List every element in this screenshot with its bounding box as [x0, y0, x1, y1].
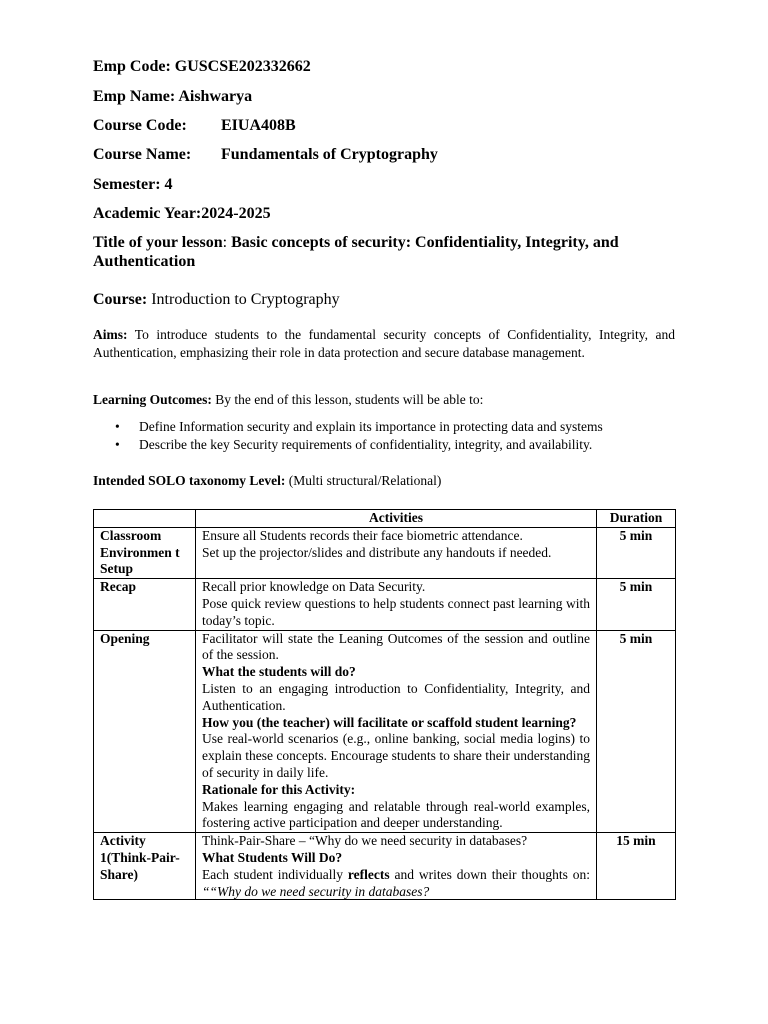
activities-table: [93, 509, 676, 900]
course-code-value: EIUA408B: [221, 117, 296, 134]
bullet-icon: •: [115, 419, 120, 434]
outcome-text: Describe the key Security requirements of confidentiality, integrity, and availability.: [139, 437, 593, 452]
duration-cell: 5 min: [597, 630, 676, 833]
activities-cell: [196, 579, 597, 630]
activity-cell-content: [202, 833, 590, 899]
duration-cell: 15 min: [597, 833, 676, 900]
learning-outcomes: [93, 391, 675, 409]
learning-outcomes-list: [93, 418, 675, 454]
duration-cell: 5 min: [597, 527, 676, 578]
course-name-line: [93, 146, 593, 164]
phase-cell: Activity 1(Think-Pair-Share): [94, 833, 196, 900]
duration-cell: 5 min: [597, 579, 676, 630]
course-code-label: Course Code:: [93, 117, 187, 134]
course-name-label: Course Name:: [93, 146, 192, 163]
course-value: Introduction to Cryptography: [147, 291, 340, 308]
lesson-title-text: Basic concepts of security: Confidentiality, Integrity, and Authentication: [93, 234, 619, 270]
phase-cell: Classroom Environmen t Setup: [94, 527, 196, 578]
activities-cell: [196, 527, 597, 578]
header-phase: [94, 510, 196, 528]
lesson-title-colon: :: [222, 234, 232, 251]
activity-line: Recall prior knowledge on Data Security.: [202, 579, 426, 595]
outcome-text: Define Information security and explain its importance in protecting data and systems: [139, 419, 603, 434]
activity-line: Set up the projector/slides and distribute any handouts if needed.: [202, 544, 552, 560]
activity-line: [202, 867, 590, 899]
activity-subheading: What Students Will Do?: [202, 849, 343, 865]
activity-subheading: What the students will do?: [202, 664, 356, 680]
solo-label: Intended SOLO taxonomy Level:: [93, 473, 286, 488]
activity-line: Think-Pair-Share – “Why do we need security in databases?: [202, 833, 528, 849]
header-duration: Duration: [597, 510, 676, 528]
activity-line: Pose quick review questions to help students connect past learning with today’s topic.: [202, 595, 590, 628]
activity-line: Listen to an engaging introduction to Confidentiality, Integrity, and Authentication.: [202, 680, 590, 713]
phase-cell: Opening: [94, 630, 196, 833]
activity-text: Each student individually: [202, 866, 348, 882]
activity-emphasis: reflects: [347, 866, 390, 882]
activity-quote: ““Why do we need security in databases?: [202, 883, 430, 899]
lesson-title-label: Title of your lesson: [93, 234, 223, 251]
activity-line: Makes learning engaging and relatable through real-world examples, fostering active participation and deeper understanding.: [202, 798, 590, 831]
activity-line: Facilitator will state the Leaning Outcomes of the session and outline of the session.: [202, 630, 590, 663]
learning-outcomes-label: Learning Outcomes:: [93, 392, 212, 407]
aims-text: To introduce students to the fundamental security concepts of Confidentiality, Integrity, and Authentication, emphasizing their role in data protection and secure database management.: [93, 327, 675, 360]
aims-label: Aims:: [93, 327, 128, 342]
aims: [93, 326, 675, 362]
solo-value: (Multi structural/Relational): [285, 473, 442, 488]
learning-outcomes-text: By the end of this lesson, students will be able to:: [211, 392, 484, 407]
table-row: [94, 527, 676, 578]
academic-year: Academic Year:2024-2025: [93, 205, 271, 222]
list-item: [93, 436, 675, 454]
activity-line: Use real-world scenarios (e.g., online banking, social media logins) to explain these concepts. Encourage students to share their understanding of security in daily life.: [202, 731, 590, 780]
table-row: [94, 579, 676, 630]
bullet-icon: •: [115, 437, 120, 452]
activities-cell: [196, 833, 597, 900]
emp-code: Emp Code: GUSCSE202332662: [93, 58, 311, 75]
phase-cell: Recap: [94, 579, 196, 630]
course-code-line: [93, 117, 493, 135]
course-line: [93, 291, 340, 309]
activity-subheading: How you (the teacher) will facilitate or scaffold student learning?: [202, 714, 577, 730]
table-row: [94, 630, 676, 833]
table-header-row: [94, 510, 676, 528]
course-name-value: Fundamentals of Cryptography: [221, 146, 438, 163]
activity-line: Ensure all Students records their face biometric attendance.: [202, 527, 523, 543]
lesson-title: [93, 233, 675, 271]
table-row: [94, 833, 676, 900]
list-item: [93, 418, 675, 436]
activity-text: and writes down their thoughts on:: [389, 866, 590, 882]
course-label: Course:: [93, 291, 148, 308]
header-activities: Activities: [196, 510, 597, 528]
semester: Semester: 4: [93, 176, 173, 193]
solo-level: [93, 473, 441, 489]
activity-subheading: Rationale for this Activity:: [202, 781, 356, 797]
activities-cell: [196, 630, 597, 833]
emp-name: Emp Name: Aishwarya: [93, 88, 253, 105]
